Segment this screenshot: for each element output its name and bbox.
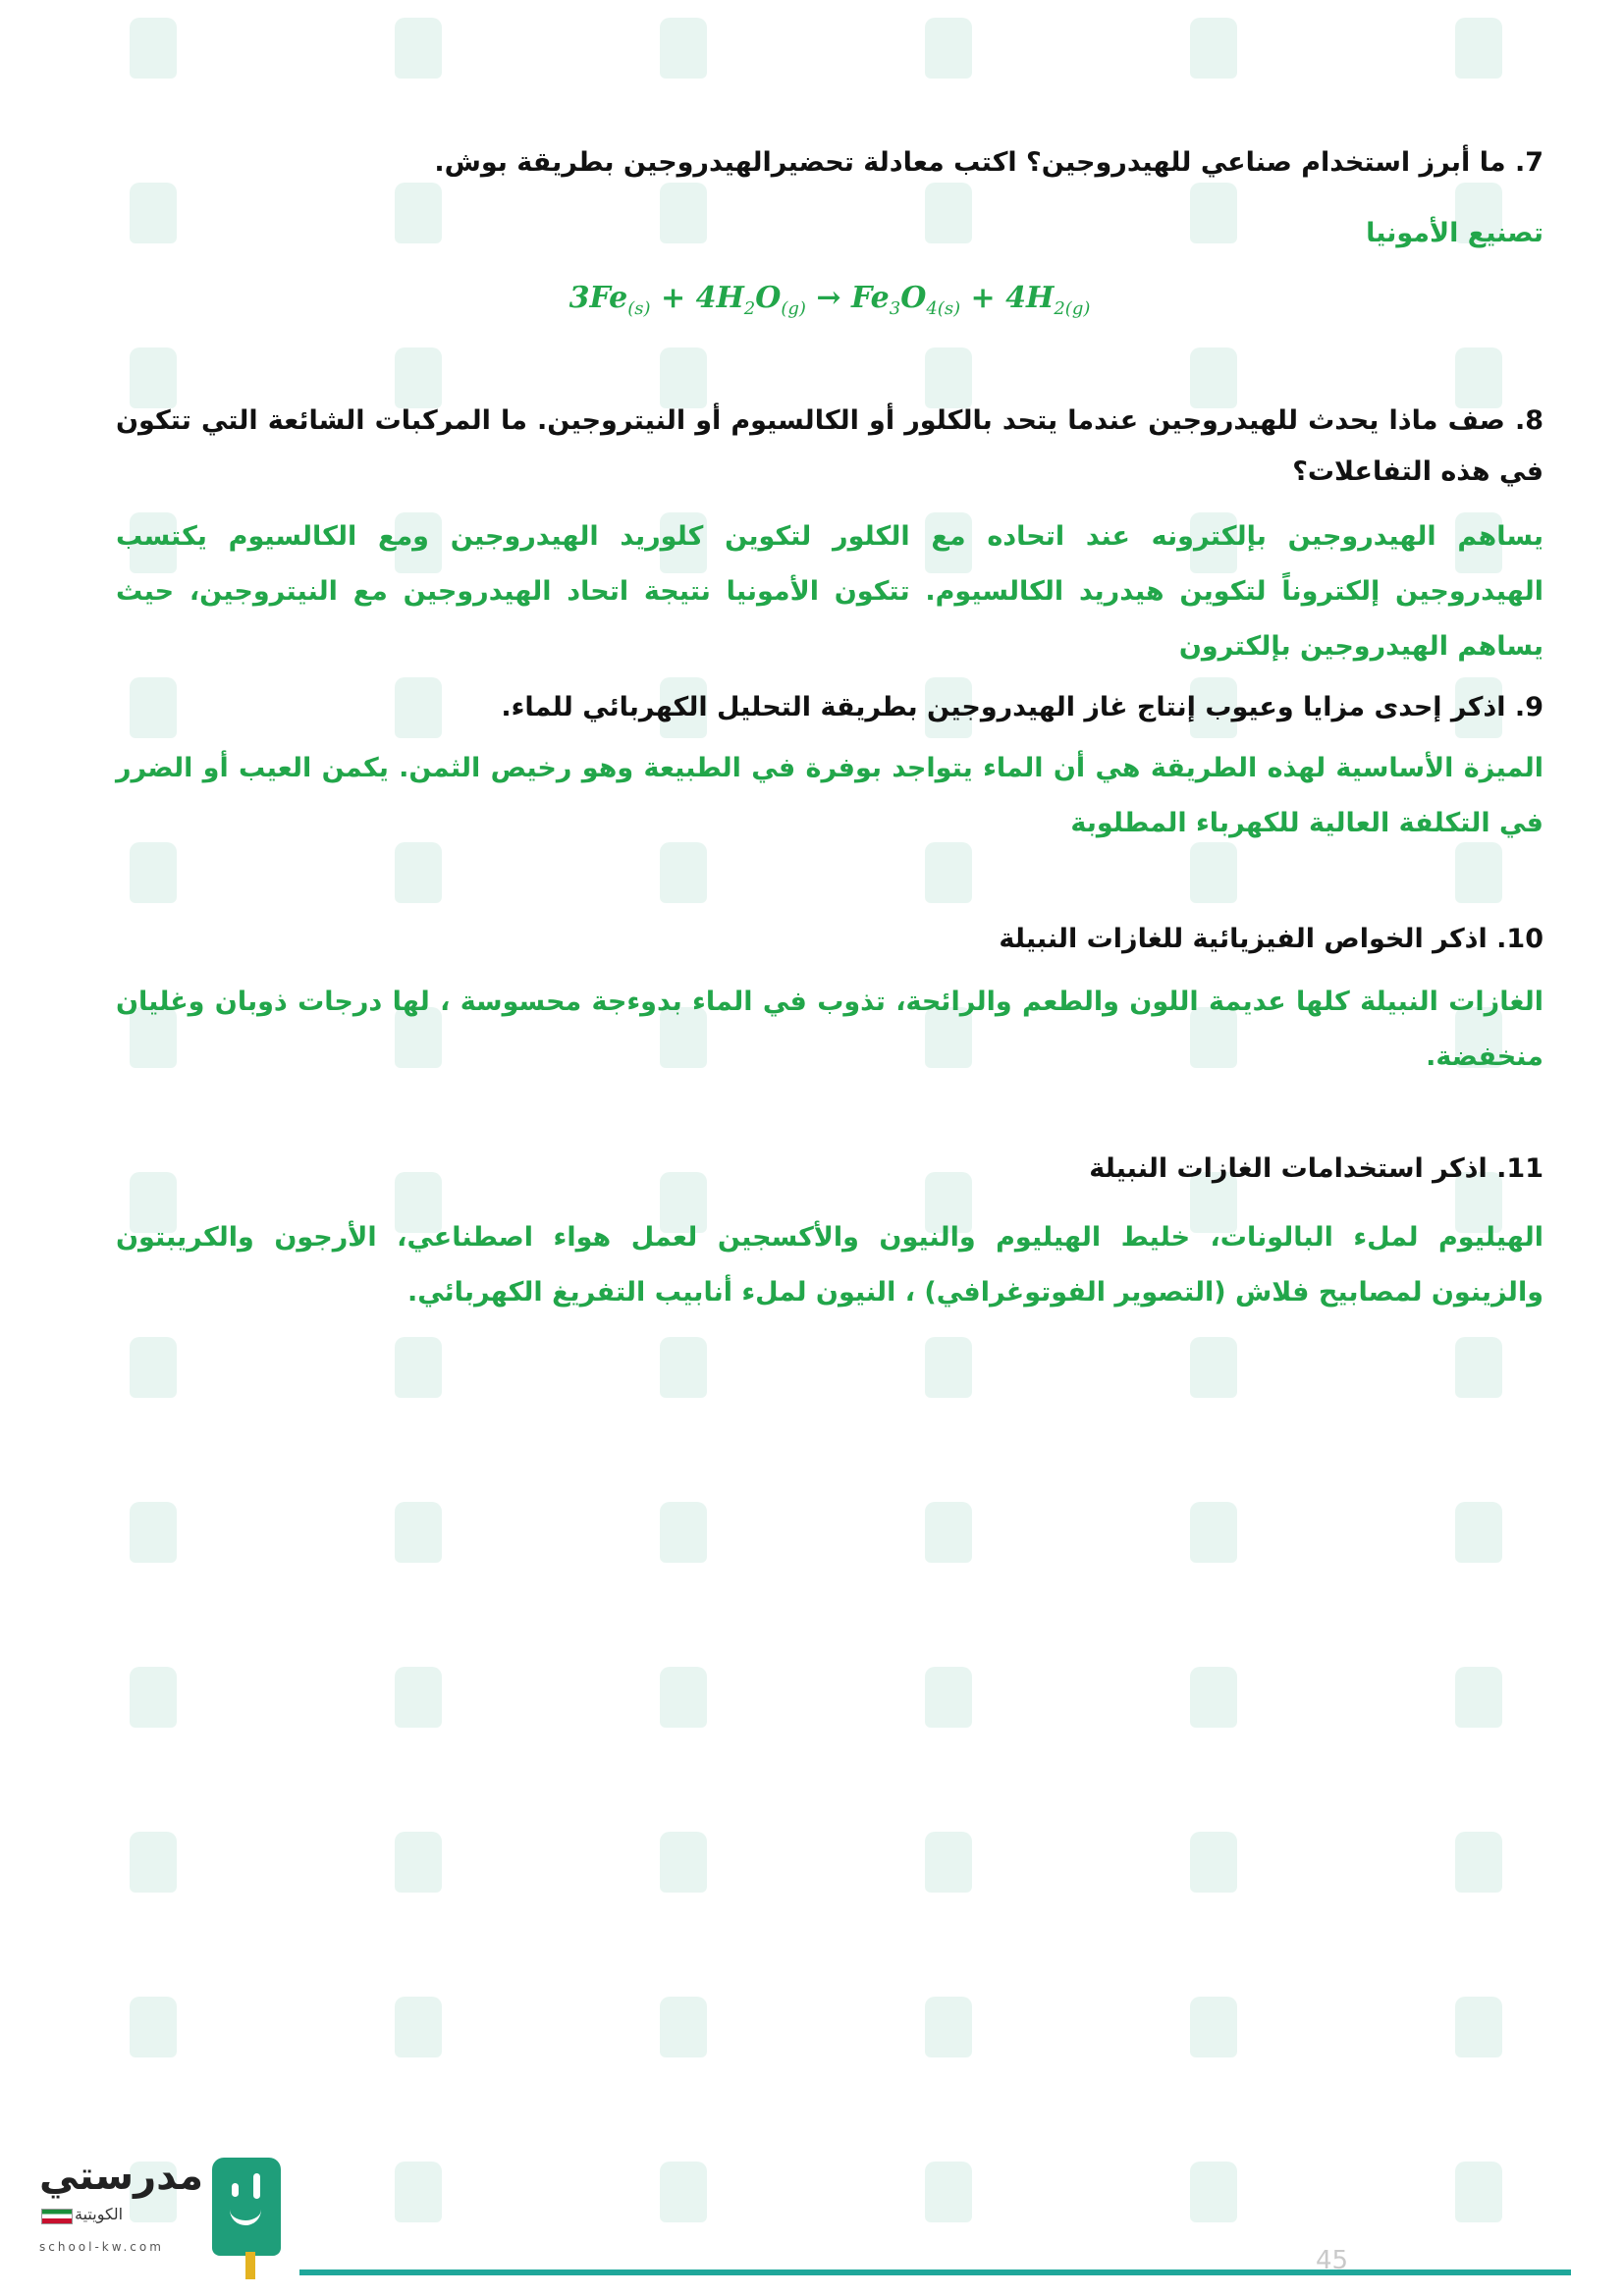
watermark-tile	[579, 1824, 707, 1912]
kuwait-flag-icon	[41, 2209, 73, 2224]
answer-9: الميزة الأساسية لهذه الطريقة هي أن الماء يتواجد بوفرة في الطبيعة وهو رخيص الثمن. يكمن العيب أو الضرر في التكلفة العالية للكهرباء المطلوبة	[116, 753, 1543, 838]
watermark-tile	[1110, 1329, 1237, 1417]
watermark-tile	[1375, 1494, 1502, 1582]
watermark-tile	[49, 1989, 177, 2077]
watermark-tile	[314, 2154, 442, 2242]
answer-11: الهيليوم لملء البالونات، خليط الهيليوم والنيون والأكسجين لعمل هواء اصطناعي، الأرجون والكريبتون والزينون لمصابيح فلاش (التصوير الفوتوغرافي) ، النيون لملء أنابيب التفريغ الكهربائي.	[116, 1222, 1543, 1308]
watermark-tile	[1375, 10, 1502, 98]
watermark-tile	[1110, 1824, 1237, 1912]
page-number: 45	[1316, 2246, 1349, 2275]
watermark-tile	[1110, 1989, 1237, 2077]
watermark-tile	[1375, 1989, 1502, 2077]
watermark-tile	[49, 1659, 177, 1747]
watermark-tile	[314, 1824, 442, 1912]
watermark-tile	[844, 1989, 972, 2077]
watermark-tile	[314, 1659, 442, 1747]
logo-wordmark: مدرستي	[39, 2154, 204, 2199]
watermark-tile	[844, 1659, 972, 1747]
watermark-tile	[844, 1824, 972, 1912]
watermark-tile	[1375, 2154, 1502, 2242]
logo-badge-icon	[212, 2158, 281, 2256]
question-9: 9. اذكر إحدى مزايا وعيوب إنتاج غاز الهيدروجين بطريقة التحليل الكهربائي للماء.	[501, 692, 1543, 722]
bookmark-ribbon-icon	[245, 2252, 255, 2279]
question-11: 11. اذكر استخدامات الغازات النبيلة	[1089, 1153, 1543, 1184]
watermark-tile	[314, 10, 442, 98]
watermark-tile	[1375, 1824, 1502, 1912]
watermark-tile	[1110, 1494, 1237, 1582]
watermark-tile	[579, 1494, 707, 1582]
answer-10: الغازات النبيلة كلها عديمة اللون والطعم والرائحة، تذوب في الماء بدوءجة محسوسة ، لها درجات ذوبان وغليان منخفضة.	[116, 987, 1543, 1072]
watermark-tile	[314, 1989, 442, 2077]
watermark-tile	[49, 1494, 177, 1582]
answer-8: يساهم الهيدروجين بإلكترونه عند اتحاده مع الكلور لتكوين كلوريد الهيدروجين ومع الكالسيوم يكتسب الهيدروجين إلكتروناً لتكوين هيدريد الكالسيوم. تتكون الأمونيا نتيجة اتحاد الهيدروجين مع النيتروجين، حيث يساهم الهيدروجين بإلكترون	[116, 521, 1543, 662]
watermark-tile	[1110, 2154, 1237, 2242]
answer-7: تصنيع الأمونيا	[1366, 218, 1543, 248]
watermark-tile	[1110, 10, 1237, 98]
question-10: 10. اذكر الخواص الفيزيائية للغازات النبيلة	[999, 924, 1543, 954]
watermark-tile	[579, 1329, 707, 1417]
watermark-tile	[579, 1989, 707, 2077]
watermark-tile	[579, 2154, 707, 2242]
logo-url: school-kw.com	[39, 2240, 164, 2254]
watermark-tile	[844, 1494, 972, 1582]
watermark-tile	[579, 10, 707, 98]
footer-logo	[35, 2140, 281, 2287]
watermark-tile	[49, 10, 177, 98]
watermark-tile	[314, 1494, 442, 1582]
watermark-tile	[844, 2154, 972, 2242]
question-7: 7. ما أبرز استخدام صناعي للهيدروجين؟ اكتب معادلة تحضيرالهيدروجين بطريقة بوش.	[434, 147, 1543, 178]
watermark-tile	[49, 1824, 177, 1912]
bosch-equation: $3Fe_{(s)} + 4H_2O_{(g)} \to Fe_3O_{4(s)} + 4H_{2(g)}$	[568, 281, 1091, 319]
watermark-tile	[1110, 1659, 1237, 1747]
footer-divider	[299, 2269, 1571, 2275]
watermark-tile	[1375, 1659, 1502, 1747]
watermark-tile	[844, 1329, 972, 1417]
watermark-tile	[314, 1329, 442, 1417]
watermark-tile	[579, 1659, 707, 1747]
logo-subtitle: الكويتية	[75, 2205, 124, 2223]
question-8: 8. صف ماذا يحدث للهيدروجين عندما يتحد بالكلور أو الكالسيوم أو النيتروجين. ما المركبات الشائعة التي تتكون في هذه التفاعلات؟	[116, 405, 1543, 487]
watermark-tile	[49, 1329, 177, 1417]
watermark-tile	[1375, 1329, 1502, 1417]
watermark-tile	[844, 10, 972, 98]
document-body	[116, 137, 1543, 1320]
